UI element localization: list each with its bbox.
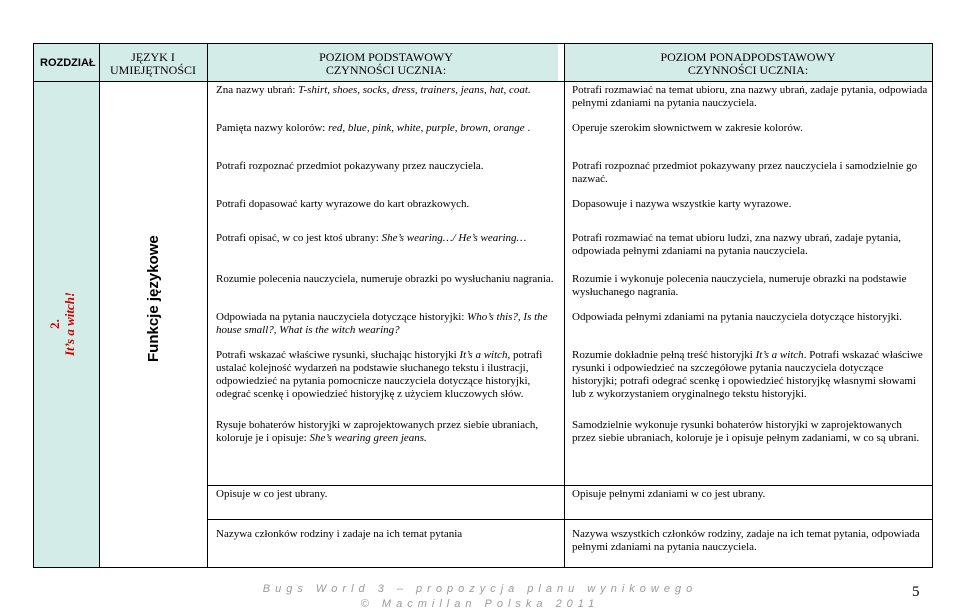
advanced-cell-5: Potrafi rozmawiać na temat ubioru ludzi, zna nazwy ubrań, zadaje pytania, odpowiada pełnymi zdaniami na pytania nauczyciela. bbox=[572, 232, 901, 257]
column-divider-3 bbox=[564, 44, 565, 567]
basic-cell-9: Rysuje bohaterów historyjki w zaprojektowanych przez siebie ubraniach, koloruje je i opisuje: She’s wearing green jeans. bbox=[216, 419, 539, 444]
advanced-cell-3: Potrafi rozpoznać przedmiot pokazywany przez nauczyciela i samodzielnie go nazwać. bbox=[572, 160, 918, 185]
advanced-cell-10: Opisuje pełnymi zdaniami w co jest ubrany. bbox=[572, 488, 766, 500]
basic-cell-6: Rozumie polecenia nauczyciela, numeruje obrazki po wysłuchaniu nagrania. bbox=[216, 273, 554, 285]
column-divider-1 bbox=[99, 44, 100, 567]
basic-cell-3: Potrafi rozpoznać przedmiot pokazywany przez nauczyciela. bbox=[216, 160, 484, 172]
chapter-number: 2. bbox=[47, 319, 62, 329]
basic-cell-2: Pamięta nazwy kolorów: red, blue, pink, white, purple, brown, orange . bbox=[216, 122, 531, 134]
footer-title: Bugs World 3 – propozycja planu wynikowego bbox=[262, 583, 698, 595]
advanced-cell-11: Nazywa wszystkich członków rodziny, zadaje na ich temat pytania, odpowiada pełnymi zdaniami na pytania nauczyciela. bbox=[572, 528, 920, 553]
advanced-cell-4: Dopasowuje i nazywa wszystkie karty wyrazowe. bbox=[572, 198, 792, 210]
footer-copyright: © Macmillan Polska 2011 bbox=[360, 598, 600, 610]
header-language: JĘZYK I UMIEJĘTNOŚCI bbox=[110, 50, 196, 77]
chapter-label bbox=[47, 264, 81, 384]
curriculum-table bbox=[33, 43, 933, 568]
column-divider-2 bbox=[207, 44, 208, 567]
header-divider bbox=[34, 81, 932, 82]
advanced-cell-1: Potrafi rozmawiać na temat ubioru, zna nazwy ubrań, zadaje pytania, odpowiada pełnymi zdaniami na pytania nauczyciela. bbox=[572, 84, 928, 109]
row-divider bbox=[207, 519, 932, 520]
header-advanced-level: POZIOM PONADPODSTAWOWY CZYNNOŚCI UCZNIA: bbox=[660, 50, 836, 77]
basic-cell-8: Potrafi wskazać właściwe rysunki, słuchając historyjki It’s a witch, potrafi ustalać kolejność wydarzeń na podstawie słuchanego tekstu i ilustracji, odpowiedzieć na pytania pomocnicze nauczyciela dotyczące historyjki, odegrać scenkę i opowiedzieć historyjkę z użyciem kluczowych słów. bbox=[216, 349, 543, 400]
advanced-cell-2: Operuje szerokim słownictwem w zakresie kolorów. bbox=[572, 122, 803, 134]
basic-cell-10: Opisuje w co jest ubrany. bbox=[216, 488, 328, 500]
advanced-cell-9: Samodzielnie wykonuje rysunki bohaterów historyjki w zaprojektowanych przez siebie ubraniach, koloruje je i opisuje pełnym zadaniami, w co są ubrani. bbox=[572, 419, 920, 444]
page-number: 5 bbox=[912, 584, 920, 600]
basic-cell-4: Potrafi dopasować karty wyrazowe do kart obrazkowych. bbox=[216, 198, 470, 210]
basic-cell-7: Odpowiada na pytania nauczyciela dotyczące historyjki: Who’s this?, Is the house small?, What is the witch wearing? bbox=[216, 311, 548, 336]
header-basic-level: POZIOM PODSTAWOWY CZYNNOŚCI UCZNIA: bbox=[319, 50, 453, 77]
advanced-cell-7: Odpowiada pełnymi zdaniami na pytania nauczyciela dotyczące historyjki. bbox=[572, 311, 902, 323]
header-chapter: ROZDZIAŁ bbox=[40, 57, 96, 69]
chapter-title: It’s a witch! bbox=[62, 291, 77, 357]
advanced-cell-6: Rozumie i wykonuje polecenia nauczyciela, numeruje obrazki na podstawie wysłuchanego nagrania. bbox=[572, 273, 907, 298]
basic-cell-11: Nazywa członków rodziny i zadaje na ich temat pytania bbox=[216, 528, 463, 540]
basic-cell-5: Potrafi opisać, w co jest ktoś ubrany: She’s wearing…/ He’s wearing… bbox=[216, 232, 527, 244]
row-divider bbox=[207, 485, 932, 486]
advanced-cell-8: Rozumie dokładnie pełną treść historyjki It’s a witch. Potrafi wskazać właściwe rysunki i odpowiedzieć na szczegółowe pytania nauczyciela dotyczące historyjki; potrafi odegrać scenkę i opowiedzieć historyjkę własnymi słowami lub z wykorzystaniem oryginalnego tekstu historyjki. bbox=[572, 349, 923, 400]
section-label: Funkcje językowe bbox=[145, 235, 162, 362]
basic-cell-1: Zna nazwy ubrań: T-shirt, shoes, socks, dress, trainers, jeans, hat, coat. bbox=[216, 84, 531, 96]
